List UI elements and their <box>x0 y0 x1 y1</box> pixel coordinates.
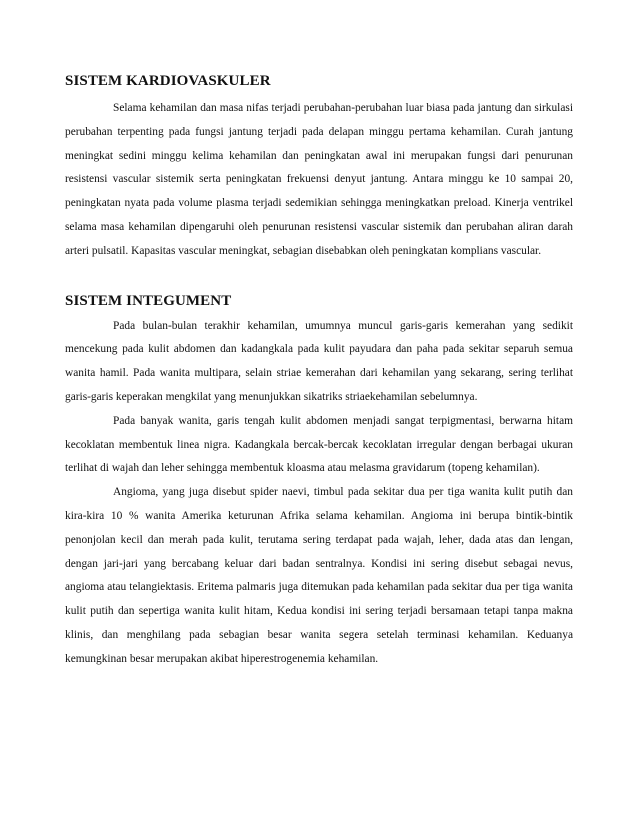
paragraph: Angioma, yang juga disebut spider naevi, timbul pada sekitar dua per tiga wanita kulit putih dan kira-kira 10 % wanita Amerika keturunan Afrika selama kehamilan. Angioma ini berupa bintik-bintik penonjolan kecil dan merah pada kulit, terutama sering terdapat pada wajah, leher, dada atas dan lengan, dengan jari-jari yang bercabang keluar dari badan sentralnya. Kondisi ini sering disebut sebagai nevus, angioma atau telangiektasis. Eritema palmaris juga ditemukan pada kehamilan pada sekitar dua per tiga wanita kulit putih dan sepertiga wanita kulit hitam, Kedua kondisi ini sering terjadi bersamaan tetapi tanpa makna klinis, dan menghilang pada sebagian besar wanita segera setelah terminasi kehamilan. Keduanya kemungkinan besar merupakan akibat hiperestrogenemia kehamilan. <box>65 486 573 665</box>
section-kardiovaskuler <box>65 71 573 264</box>
section-heading: SISTEM KARDIOVASKULER <box>65 73 271 89</box>
paragraph: Selama kehamilan dan masa nifas terjadi perubahan-perubahan luar biasa pada jantung dan sirkulasi perubahan terpenting pada fungsi jantung terjadi pada delapan minggu pertama kehamilan. Curah jantung meningkat sedini minggu kelima kehamilan dan peningkatan awal ini merupakan fungsi dari penurunan resistensi vascular sistemik serta peningkatan frekuensi denyut jantung. Antara minggu ke 10 sampai 20, peningkatan nyata pada volume plasma terjadi sedemikian sehingga meningkatkan preload. Kinerja ventrikel selama masa kehamilan dipengaruhi oleh penurunan resistensi vascular sistemik dan perubahan aliran darah arteri pulsatil. Kapasitas vascular meningkat, sebagian disebabkan oleh peningkatan komplians vascular. <box>65 102 573 257</box>
section-heading: SISTEM INTEGUMENT <box>65 292 232 309</box>
section-integument <box>65 291 573 672</box>
paragraph: Pada bulan-bulan terakhir kehamilan, umumnya muncul garis-garis kemerahan yang sedikit mencekung pada kulit abdomen dan kadangkala pada kulit payudara dan paha pada sekitar separuh semua wanita hamil. Pada wanita multipara, selain striae kemerahan dari kehamilan yang sekarang, sering terlihat garis-garis keperakan mengkilat yang menunjukkan sikatriks striaekehamilan sebelumnya. <box>65 319 573 403</box>
paragraph: Pada banyak wanita, garis tengah kulit abdomen menjadi sangat terpigmentasi, berwarna hitam kecoklatan membentuk linea nigra. Kadangkala bercak-bercak kecoklatan irregular dengan berbagai ukuran terlihat di wajah dan leher sehingga membentuk kloasma atau melasma gravidarum (topeng kehamilan). <box>65 414 573 475</box>
document-page <box>65 71 573 672</box>
